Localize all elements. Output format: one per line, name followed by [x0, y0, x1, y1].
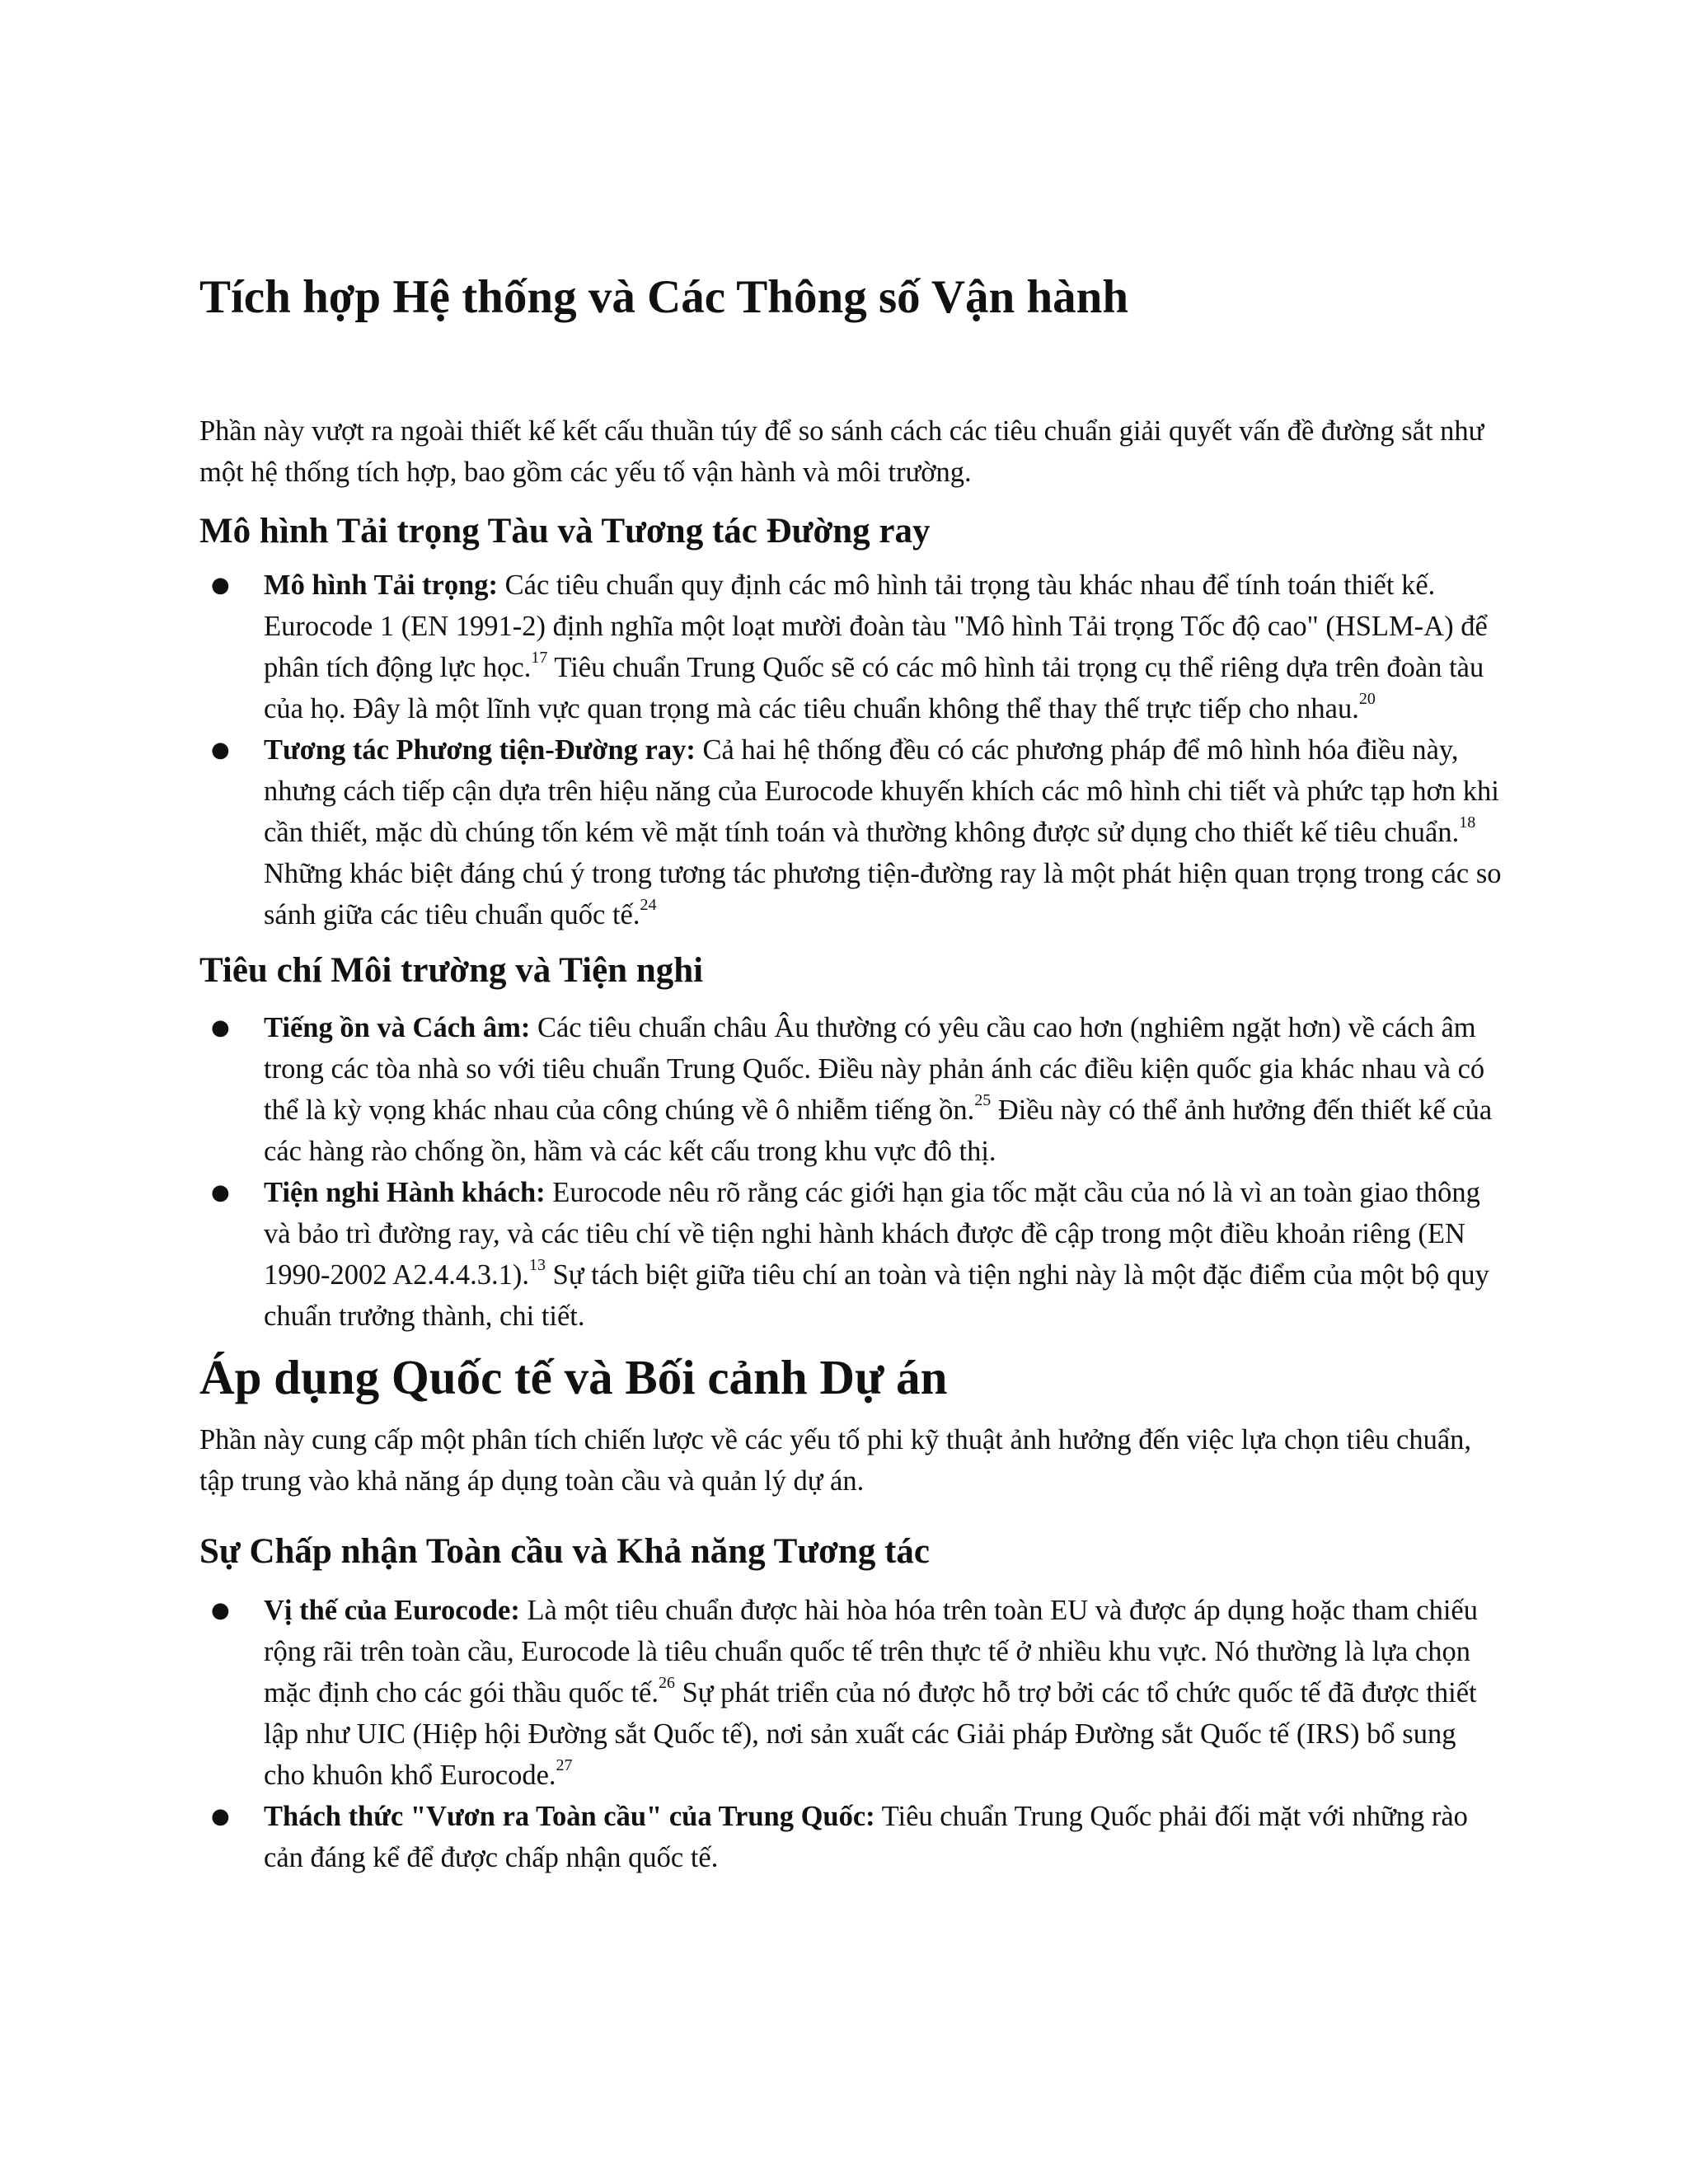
item-text: Điều này có thể ảnh hưởng đến thiết kế của các hàng rào chống ồn, hầm và các kết cấu trong khu vực đô thị.: [264, 1094, 1493, 1167]
item-text: Là một tiêu chuẩn được hài hòa hóa trên toàn EU và được áp dụng hoặc tham chiếu rộng rãi trên toàn cầu, Eurocode là tiêu chuẩn quốc tế trên thực tế ở nhiều khu vực. Nó thường là lựa chọn mặc định cho các gói thầu quốc tế.: [264, 1594, 1478, 1708]
global-acceptance-list: [199, 1590, 1502, 1878]
bullet-icon: ●: [211, 1179, 230, 1205]
item-label: Thách thức "Vươn ra Toàn cầu" của Trung Quốc:: [264, 1800, 875, 1832]
bullet-icon: ●: [211, 1015, 230, 1040]
item-text: Sự phát triển của nó được hỗ trợ bởi các tổ chức quốc tế đã được thiết lập như UIC (Hiệp hội Đường sắt Quốc tế), nơi sản xuất các Giải pháp Đường sắt Quốc tế (IRS) bổ sung cho khuôn khổ Eurocode.: [264, 1676, 1477, 1791]
item-text: Cả hai hệ thống đều có các phương pháp để mô hình hóa điều này, nhưng cách tiếp cận dựa trên hiệu năng của Eurocode khuyến khích các mô hình chi tiết và phức tạp hơn khi cần thiết, mặc dù chúng tốn kém về mặt tính toán và thường không được sử dụng cho thiết kế tiêu chuẩn.: [264, 733, 1499, 848]
item-text: Các tiêu chuẩn châu Âu thường có yêu cầu cao hơn (nghiêm ngặt hơn) về cách âm trong các tòa nhà so với tiêu chuẩn Trung Quốc. Điều này phản ánh các điều kiện quốc gia khác nhau và có thể là kỳ vọng khác nhau của công chúng về ô nhiễm tiếng ồn.: [264, 1011, 1485, 1126]
list-item: [199, 1007, 1502, 1172]
list-item: [199, 729, 1502, 935]
list-item: [199, 565, 1502, 729]
section-2-intro: Phần này cung cấp một phân tích chiến lược về các yếu tố phi kỹ thuật ảnh hưởng đến việc lựa chọn tiêu chuẩn, tập trung vào khả năng áp dụng toàn cầu và quản lý dự án.: [199, 1424, 1472, 1497]
document-page: [199, 0, 1502, 1878]
item-label: Tiện nghi Hành khách:: [264, 1176, 546, 1208]
footnote-ref: 13: [529, 1256, 546, 1275]
item-text: Eurocode nêu rõ rằng các giới hạn gia tốc mặt cầu của nó là vì an toàn giao thông và bảo trì đường ray, và các tiêu chí về tiện nghi hành khách được đề cập trong một điều khoản riêng (EN 1990-2002 A2.4.4.3.1).: [264, 1176, 1480, 1291]
item-text: Những khác biệt đáng chú ý trong tương tác phương tiện-đường ray là một phát hiện quan trọng trong các so sánh giữa các tiêu chuẩn quốc tế.: [264, 857, 1502, 930]
item-text: Các tiêu chuẩn quy định các mô hình tải trọng tàu khác nhau để tính toán thiết kế. Eurocode 1 (EN 1991-2) định nghĩa một loạt mười đoàn tàu "Mô hình Tải trọng Tốc độ cao" (HSLM-A) để phân tích động lực học.: [264, 569, 1488, 683]
footnote-ref: 25: [974, 1091, 992, 1110]
section-2-title: Áp dụng Quốc tế và Bối cảnh Dự án: [199, 1349, 948, 1404]
item-text: Tiêu chuẩn Trung Quốc sẽ có các mô hình tải trọng cụ thể riêng dựa trên đoàn tàu của họ. Đây là một lĩnh vực quan trọng mà các tiêu chuẩn không thể thay thế trực tiếp cho nhau.: [264, 651, 1484, 724]
bullet-icon: ●: [211, 737, 230, 762]
footnote-ref: 20: [1358, 690, 1376, 709]
footnote-ref: 17: [531, 649, 548, 668]
item-label: Mô hình Tải trọng:: [264, 569, 499, 601]
list-item: [199, 1796, 1502, 1878]
subsection-environment-title: Tiêu chí Môi trường và Tiện nghi: [199, 950, 704, 990]
bullet-icon: ●: [211, 572, 230, 598]
item-text: Sự tách biệt giữa tiêu chí an toàn và tiện nghi này là một đặc điểm của một bộ quy chuẩn trưởng thành, chi tiết.: [264, 1258, 1489, 1332]
item-label: Tiếng ồn và Cách âm:: [264, 1011, 531, 1043]
load-models-list: [199, 565, 1502, 935]
footnote-ref: 26: [659, 1674, 675, 1693]
item-label: Tương tác Phương tiện-Đường ray:: [264, 733, 696, 766]
item-text: Tiêu chuẩn Trung Quốc phải đối mặt với những rào cản đáng kể để được chấp nhận quốc tế.: [264, 1800, 1468, 1873]
section-1-title: Tích hợp Hệ thống và Các Thông số Vận hành: [199, 271, 1129, 323]
environment-list: [199, 1007, 1502, 1337]
list-item: [199, 1172, 1502, 1337]
footnote-ref: 24: [640, 896, 657, 915]
bullet-icon: ●: [211, 1597, 230, 1623]
subsection-global-acceptance-title: Sự Chấp nhận Toàn cầu và Khả năng Tương tác: [199, 1532, 930, 1572]
bullet-icon: ●: [211, 1803, 230, 1829]
footnote-ref: 18: [1459, 813, 1476, 832]
section-1-intro: Phần này vượt ra ngoài thiết kế kết cấu thuần túy để so sánh cách các tiêu chuẩn giải quyết vấn đề đường sắt như một hệ thống tích hợp, bao gồm các yếu tố vận hành và môi trường.: [199, 415, 1484, 489]
subsection-load-models-title: Mô hình Tải trọng Tàu và Tương tác Đường ray: [199, 512, 931, 551]
footnote-ref: 27: [556, 1756, 573, 1775]
item-label: Vị thế của Eurocode:: [264, 1594, 520, 1626]
list-item: [199, 1590, 1502, 1796]
